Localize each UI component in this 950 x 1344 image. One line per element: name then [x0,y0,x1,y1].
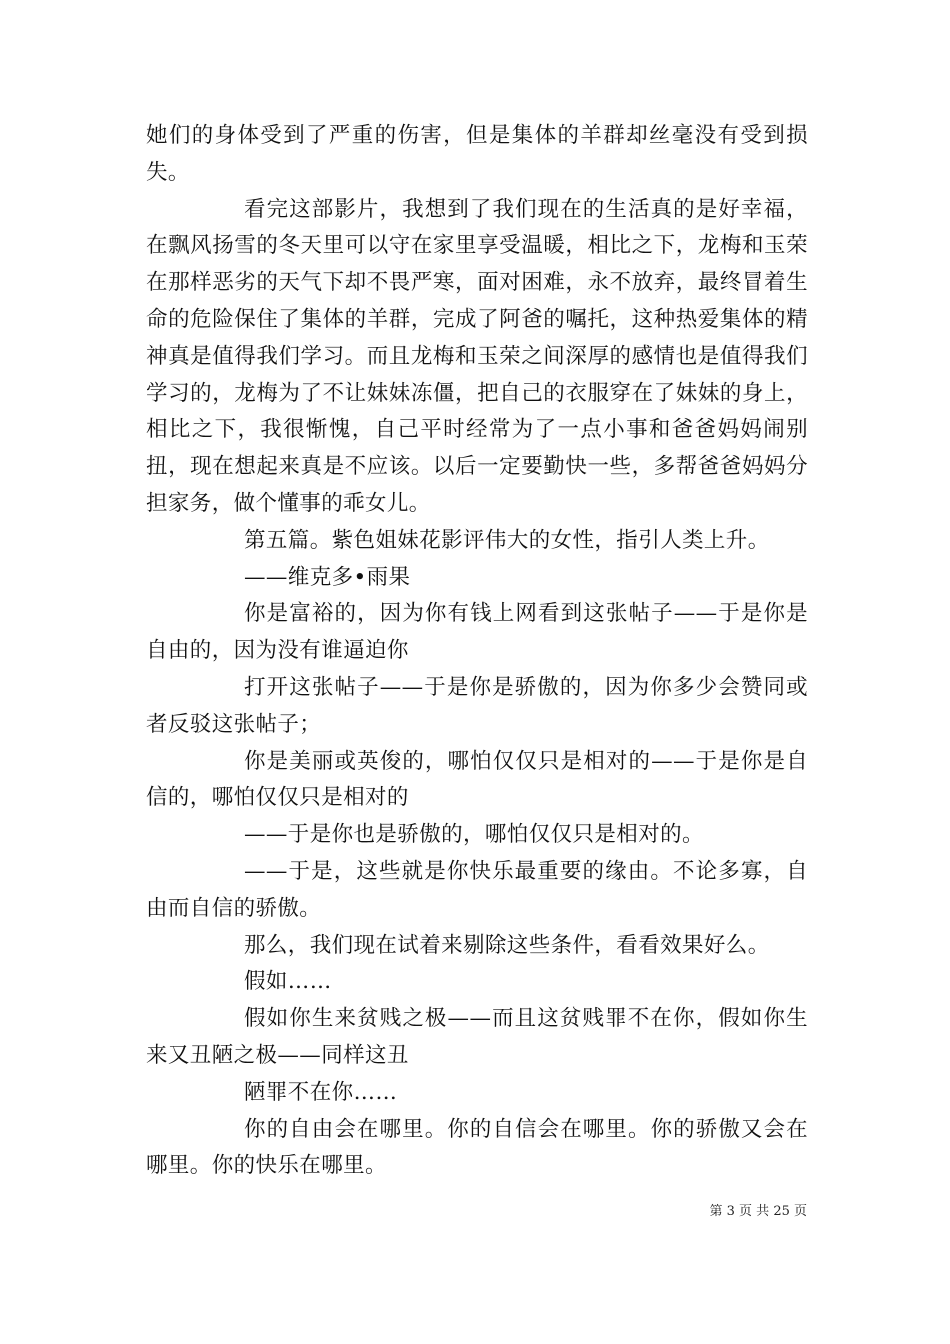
document-body [146,118,808,1185]
paragraph-12: 假如你生来贫贱之极——而且这贫贱罪不在你，假如你生来又丑陋之极——同样这丑 [146,1006,808,1068]
paragraph-11: 假如…… [244,969,332,995]
paragraph-5: 你是富裕的，因为你有钱上网看到这张帖子——于是你是自由的，因为没有谁逼迫你 [146,601,808,664]
paragraph-3: 第五篇。紫色姐妹花影评伟大的女性，指引人类上升。 [244,527,770,553]
paragraph-9: ——于是，这些就是你快乐最重要的缘由。不论多寡，自由而自信的骄傲。 [146,858,808,921]
paragraph-2: 看完这部影片，我想到了我们现在的生活真的是好幸福，在飘风扬雪的冬天里可以守在家里享受温暖，相比之下，龙梅和玉荣在那样恶劣的天气下却不畏严寒，面对困难，永不放弃，最终冒着生命的危险保住了集体的羊群，完成了阿爸的嘱托，这种热爱集体的精神真是值得我们学习。而且龙梅和玉荣之间深厚的感情也是值得我们学习的，龙梅为了不让妹妹冻僵，把自己的衣服穿在了妹妹的身上，相比之下，我很惭愧，自己平时经常为了一点小事和爸爸妈妈闹别扭，现在想起来真是不应该。以后一定要勤快一些，多帮爸爸妈妈分担家务，做个懂事的乖女儿。 [146,196,808,516]
paragraph-6: 打开这张帖子——于是你是骄傲的，因为你多少会赞同或者反驳这张帖子； [146,674,808,737]
paragraph-7: 你是美丽或英俊的，哪怕仅仅只是相对的——于是你是自信的，哪怕仅仅只是相对的 [146,748,808,811]
paragraph-10: 那么，我们现在试着来剔除这些条件，看看效果好么。 [244,932,770,958]
paragraph-13: 陋罪不在你…… [244,1079,398,1105]
page-number-footer: 第 3 页 共 25 页 [709,1204,807,1219]
paragraph-14: 你的自由会在哪里。你的自信会在哪里。你的骄傲又会在哪里。你的快乐在哪里。 [146,1116,808,1179]
paragraph-4: ——维克多•雨果 [244,564,411,590]
paragraph-8: ——于是你也是骄傲的，哪怕仅仅只是相对的。 [244,822,704,848]
paragraph-1: 她们的身体受到了严重的伤害，但是集体的羊群却丝毫没有受到损失。 [146,123,808,185]
